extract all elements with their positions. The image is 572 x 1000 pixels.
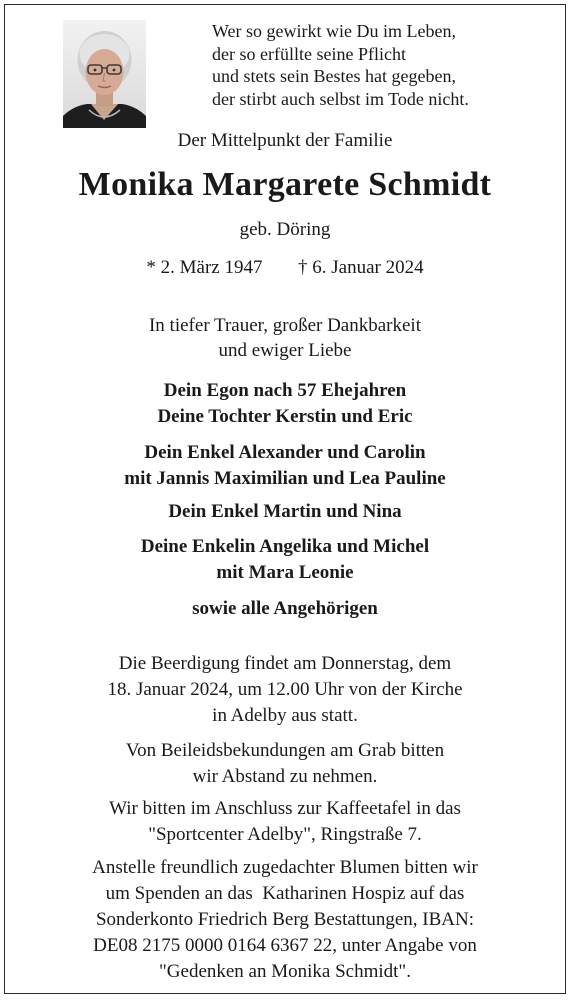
donation-line: DE08 2175 0000 0164 6367 22, unter Angabe von [93, 935, 477, 956]
birth-date: * 2. März 1947 [146, 257, 263, 278]
family-line: sowie alle Angehörigen [192, 598, 378, 619]
family-line: Dein Enkel Alexander und Carolin [144, 442, 426, 463]
funeral-line: Die Beerdigung findet am Donnerstag, dem [118, 653, 452, 674]
family-group [4, 378, 566, 430]
intro-line: In tiefer Trauer, großer Dankbarkeit [148, 315, 421, 336]
condolence-note [4, 738, 566, 790]
family-line: Deine Enkelin Angelika und Michel [140, 536, 430, 557]
life-dates [4, 256, 566, 280]
family-group [4, 534, 566, 586]
family-line: Dein Egon nach 57 Ehejahren [163, 380, 407, 401]
poem-line: der so erfüllte seine Pflicht [212, 43, 406, 64]
donation-line: um Spenden an das Katharinen Hospiz auf das [105, 883, 465, 904]
donation-line: "Gedenken an Monika Schmidt". [159, 961, 411, 982]
donation-request [4, 855, 566, 985]
family-line: mit Jannis Maximilian und Lea Pauline [124, 468, 446, 489]
donation-line: Sonderkonto Friedrich Berg Bestattungen, IBAN: [95, 909, 474, 930]
poem [212, 20, 562, 110]
intro-text [4, 313, 566, 363]
family-group [4, 596, 566, 622]
family-group [4, 440, 566, 492]
poem-line: Wer so gewirkt wie Du im Leben, [212, 21, 456, 41]
deceased-name: Monika Margarete Schmidt [78, 166, 492, 203]
poem-line: der stirbt auch selbst im Tode nicht. [212, 88, 469, 109]
coffee-invitation [4, 796, 566, 848]
condolence-line: wir Abstand zu nehmen. [192, 766, 378, 787]
poem-line: und stets sein Bestes hat gegeben, [212, 66, 456, 86]
family-line: Dein Enkel Martin und Nina [168, 501, 402, 522]
family-line: Deine Tochter Kerstin und Eric [157, 406, 413, 427]
condolence-line: Von Beileidsbekundungen am Grab bitten [125, 740, 445, 761]
funeral-line: 18. Januar 2024, um 12.00 Uhr von der Kirche [107, 679, 463, 700]
funeral-info [4, 651, 566, 729]
coffee-line: Wir bitten im Anschluss zur Kaffeetafel in das [109, 798, 461, 819]
portrait-photo [63, 20, 146, 128]
donation-line: Anstelle freundlich zugedachter Blumen bitten wir [92, 857, 478, 878]
family-line: mit Mara Leonie [216, 562, 354, 583]
funeral-line: in Adelby aus statt. [212, 705, 358, 726]
family-group [4, 499, 566, 525]
coffee-line: "Sportcenter Adelby", Ringstraße 7. [148, 824, 422, 845]
death-date: † 6. Januar 2024 [298, 257, 424, 278]
subtitle: Der Mittelpunkt der Familie [177, 130, 393, 151]
maiden-name: geb. Döring [239, 219, 331, 240]
intro-line: und ewiger Liebe [218, 340, 352, 361]
